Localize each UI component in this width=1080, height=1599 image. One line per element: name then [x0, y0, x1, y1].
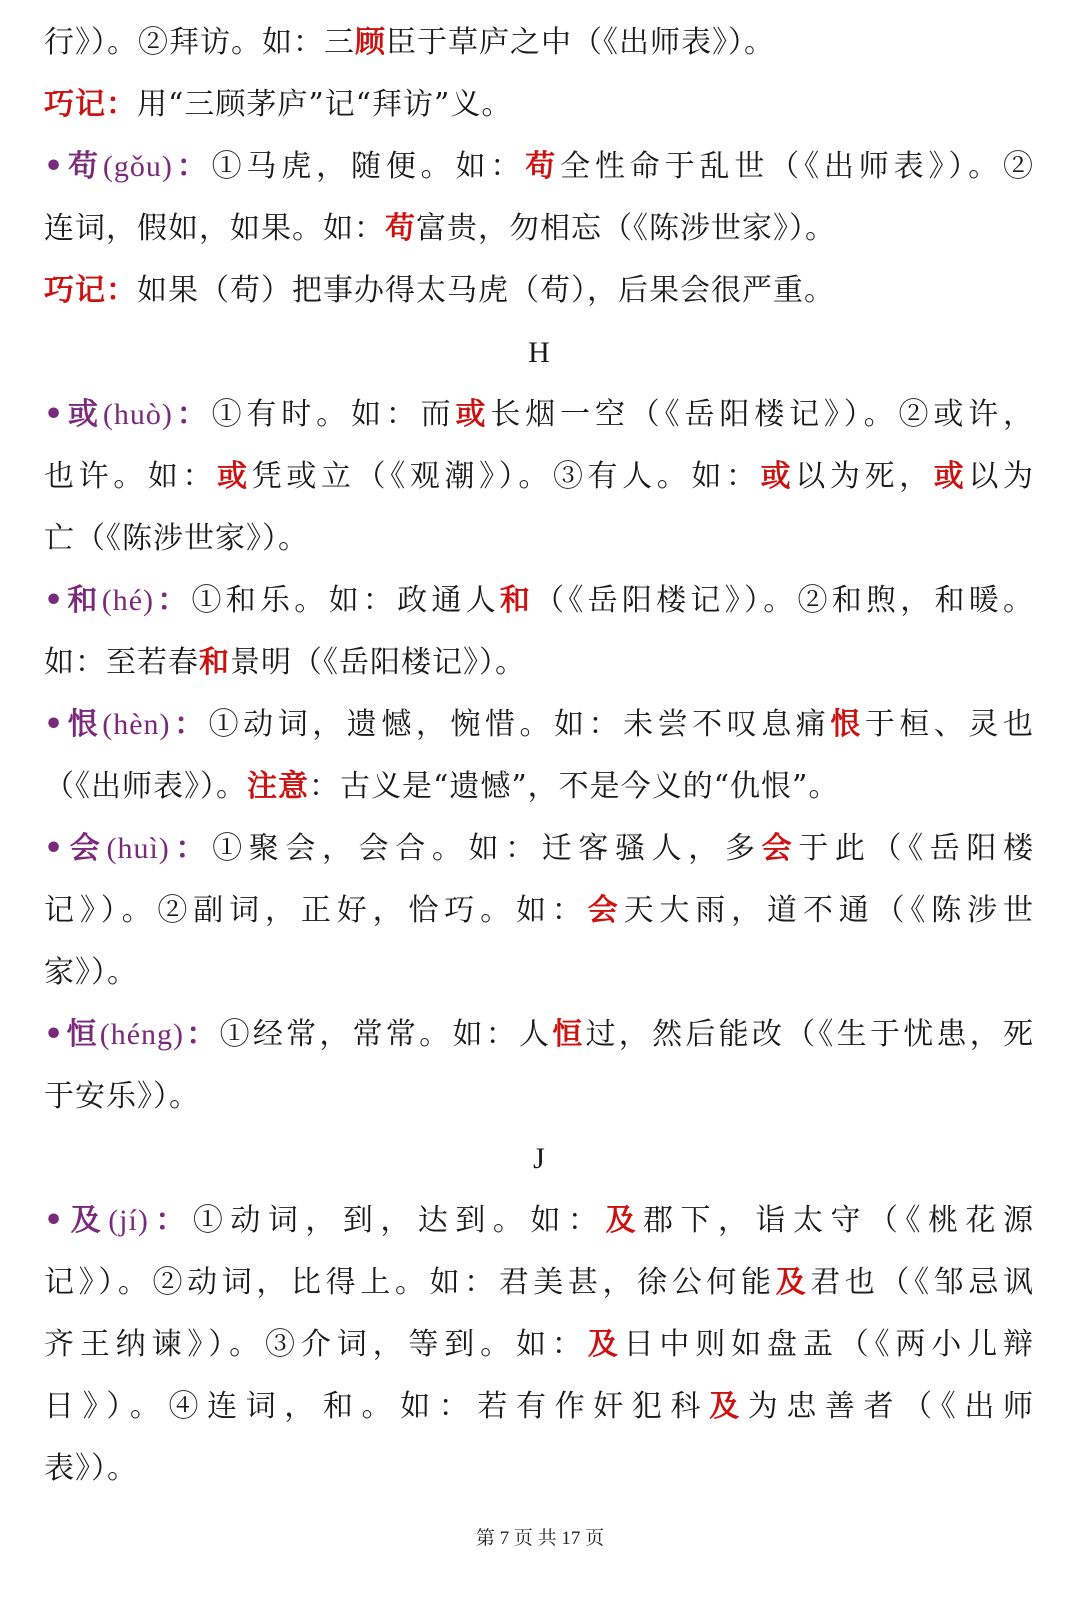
pinyin: (huò) — [102, 398, 173, 431]
entry-headword: •恨(hèn)： — [44, 707, 209, 742]
entry-ji: •及(jí)：①动词，到，达到。如：及郡下，诣太守（《桃花源 — [44, 1203, 1035, 1238]
pinyin: (hé) — [101, 584, 154, 617]
memory-tip-label: 巧记： — [44, 87, 137, 122]
page-number-footer: 第 7 页 共 17 页 — [475, 1528, 605, 1549]
text-line: 日》）。④连词，和。如：若有作奸犯科及为忠善者（《出师 — [44, 1389, 1035, 1424]
pinyin: (jí) — [108, 1204, 149, 1237]
memory-tip-line: 巧记：用“三顾茅庐”记“拜访”义。 — [44, 87, 513, 122]
keyword-highlight: 及 — [709, 1389, 748, 1424]
keyword-highlight: 苟 — [525, 149, 561, 184]
keyword-highlight: 或 — [760, 459, 796, 494]
text-line: 也许。如：或凭或立（《观潮》）。③有人。如：或以为死，或以为 — [44, 459, 1035, 494]
text-line: 连词，假如，如果。如：苟富贵，勿相忘（《陈涉世家》）。 — [44, 211, 836, 246]
text-line: 表》）。 — [44, 1451, 138, 1486]
keyword-highlight: 会 — [587, 893, 624, 928]
entry-huo: •或(huò)：①有时。如：而或长烟一空（《岳阳楼记》）。②或许， — [44, 397, 1035, 432]
keyword-highlight: 苟 — [385, 211, 416, 246]
keyword-highlight: 恨 — [830, 707, 865, 742]
pinyin: (hèn) — [102, 708, 171, 741]
memory-tip-line: 巧记：如果（苟）把事办得太马虎（苟），后果会很严重。 — [44, 273, 835, 308]
entry-headword: •或(huò)： — [44, 397, 212, 432]
keyword-highlight: 及 — [605, 1203, 643, 1238]
pinyin: (héng) — [99, 1018, 185, 1051]
text-line: 家》）。 — [44, 955, 138, 990]
text-line: 行》）。②拜访。如：三顾臣于草庐之中（《出师表》）。 — [44, 25, 775, 60]
text-line: 亡（《陈涉世家》）。 — [44, 521, 309, 556]
keyword-highlight: 顾 — [355, 25, 386, 60]
keyword-highlight: 和 — [499, 583, 535, 618]
keyword-highlight: 及 — [587, 1327, 624, 1362]
text-line: 记》）。②动词，比得上。如：君美甚，徐公何能及君也（《邹忌讽 — [44, 1265, 1035, 1300]
memory-tip-label: 巧记： — [44, 273, 137, 308]
text-line: 记》）。②副词，正好，恰巧。如：会天大雨，道不通（《陈涉世 — [44, 893, 1035, 928]
section-letter-j: J — [533, 1142, 545, 1175]
text-line: 于安乐》）。 — [44, 1079, 200, 1114]
entry-gou: •苟(gǒu)：①马虎，随便。如：苟全性命于乱世（《出师表》）。② — [44, 149, 1035, 184]
entry-heng: •恒(héng)：①经常，常常。如：人恒过，然后能改（《生于忧患，死 — [44, 1017, 1035, 1052]
entry-headword: •及(jí)： — [44, 1203, 193, 1238]
keyword-highlight: 和 — [199, 645, 230, 680]
keyword-highlight: 或 — [217, 459, 252, 494]
text-line: 齐王纳谏》）。③介词，等到。如：及日中则如盘盂（《两小儿辩 — [44, 1327, 1035, 1362]
keyword-highlight: 恒 — [552, 1017, 586, 1052]
keyword-highlight: 或 — [933, 459, 969, 494]
page-content — [44, 12, 1034, 1500]
keyword-highlight: 或 — [455, 397, 491, 432]
entry-hui: •会(huì)：①聚会，会合。如：迁客骚人，多会于此（《岳阳楼 — [44, 831, 1035, 866]
text-line: （《出师表》）。注意：古义是“遗憾”，不是今义的“仇恨”。 — [44, 769, 840, 804]
entry-headword: •和(hé)： — [44, 583, 192, 618]
text-line: 如：至若春和景明（《岳阳楼记》）。 — [44, 645, 526, 680]
entry-headword: •会(huì)： — [44, 831, 213, 866]
entry-hen: •恨(hèn)：①动词，遗憾，惋惜。如：未尝不叹息痛恨于桓、灵也 — [44, 707, 1035, 742]
pinyin: (huì) — [106, 832, 170, 865]
entry-he: •和(hé)：①和乐。如：政通人和（《岳阳楼记》）。②和煦，和暖。 — [44, 583, 1035, 618]
section-letter-h: H — [528, 336, 550, 369]
keyword-highlight: 及 — [775, 1265, 811, 1300]
entry-headword: •恒(héng)： — [44, 1017, 220, 1052]
keyword-highlight: 会 — [761, 831, 799, 866]
note-label: 注意 — [247, 769, 309, 804]
pinyin: (gǒu) — [102, 150, 173, 183]
entry-headword: •苟(gǒu)： — [44, 149, 212, 184]
